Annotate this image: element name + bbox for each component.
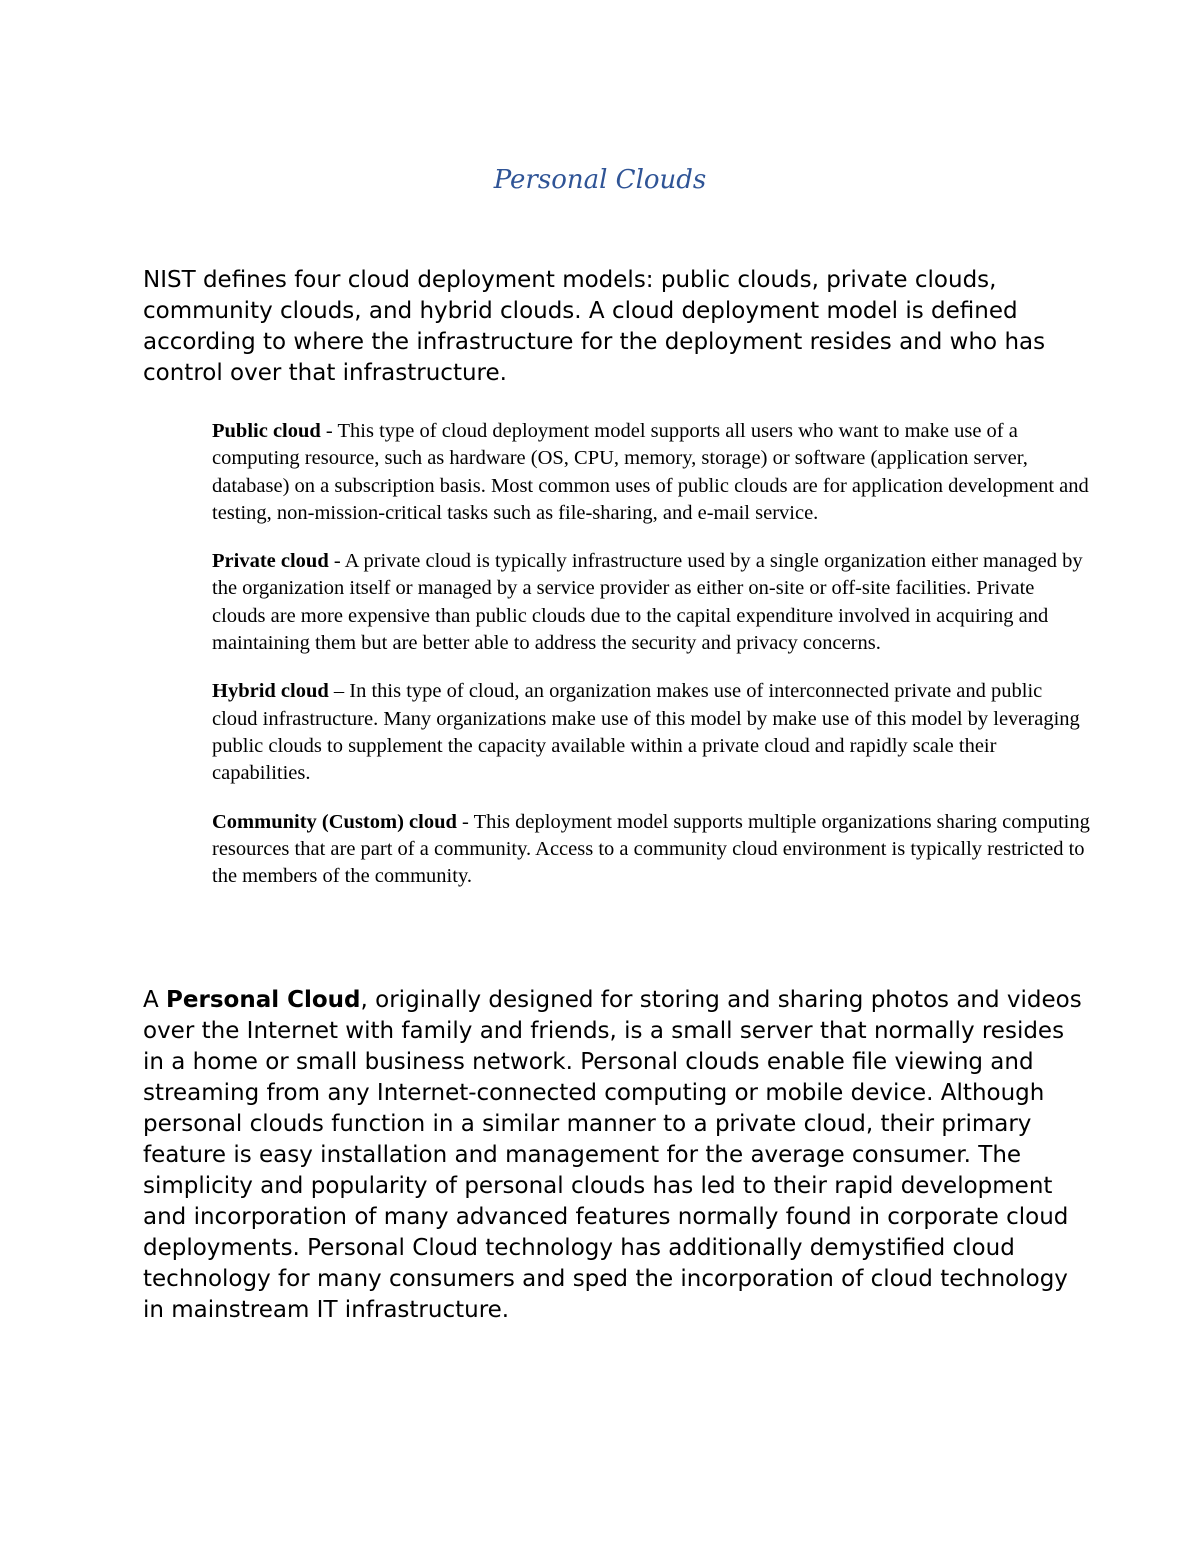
page-title: Personal Clouds bbox=[493, 165, 707, 195]
personal-cloud-paragraph bbox=[143, 985, 1083, 1326]
model-description: - A private cloud is typically infrastructure used by a single organization either managed by the organization itself or managed by a service provider as either on-site or off-site facilities. Private clouds are more expensive than public clouds due to the capital expenditure involved in acquiring and maintaining them but are better able to address the security and privacy concerns. bbox=[212, 550, 1083, 655]
model-term: Community (Custom) cloud bbox=[212, 810, 457, 833]
intro-paragraph: NIST defines four cloud deployment models: public clouds, private clouds, community clouds, and hybrid clouds. A cloud deployment model is defined according to where the infrastructure for the deployment resides and who has control over that infrastructure. bbox=[143, 267, 1046, 386]
model-term: Hybrid cloud bbox=[212, 680, 329, 703]
model-private-cloud bbox=[212, 548, 1092, 657]
model-description: – In this type of cloud, an organization makes use of interconnected private and public cloud infrastructure. Many organizations make use of this model by make use of this model by leveraging public clouds to supplement the capacity available within a private cloud and rapidly scale their capabilities. bbox=[212, 680, 1080, 785]
paragraph-prefix: A bbox=[143, 987, 167, 1013]
model-term: Public cloud bbox=[212, 420, 321, 442]
model-description: - This deployment model supports multiple organizations sharing computing resources that are part of a community. Access to a community cloud environment is typically restricted to the members of the community. bbox=[212, 810, 1090, 888]
model-public-cloud bbox=[212, 418, 1092, 527]
personal-cloud-text: , originally designed for storing and sharing photos and videos over the Internet with family and friends, is a small server that normally resides in a home or small business network. Personal clouds enable file viewing and streaming from any Internet-connected computing or mobile device. Although personal clouds function in a similar manner to a private cloud, their primary feature is easy installation and management for the average consumer. The simplicity and popularity of personal clouds has led to their rapid development and incorporation of many advanced features normally found in corporate cloud deployments. Personal Cloud technology has additionally demystified cloud technology for many consumers and sped the incorporation of cloud technology in mainstream IT infrastructure. bbox=[143, 987, 1082, 1323]
deployment-model-list bbox=[212, 418, 1092, 911]
model-community-cloud bbox=[212, 809, 1092, 891]
personal-cloud-term: Personal Cloud bbox=[166, 987, 361, 1013]
model-hybrid-cloud bbox=[212, 678, 1092, 787]
model-description: - This type of cloud deployment model supports all users who want to make use of a computing resource, such as hardware (OS, CPU, memory, storage) or software (application server, database) on a subscription basis. Most common uses of public clouds are for application development and testing, non-mission-critical tasks such as file-sharing, and e-mail service. bbox=[212, 420, 1089, 524]
model-term: Private cloud bbox=[212, 550, 329, 573]
